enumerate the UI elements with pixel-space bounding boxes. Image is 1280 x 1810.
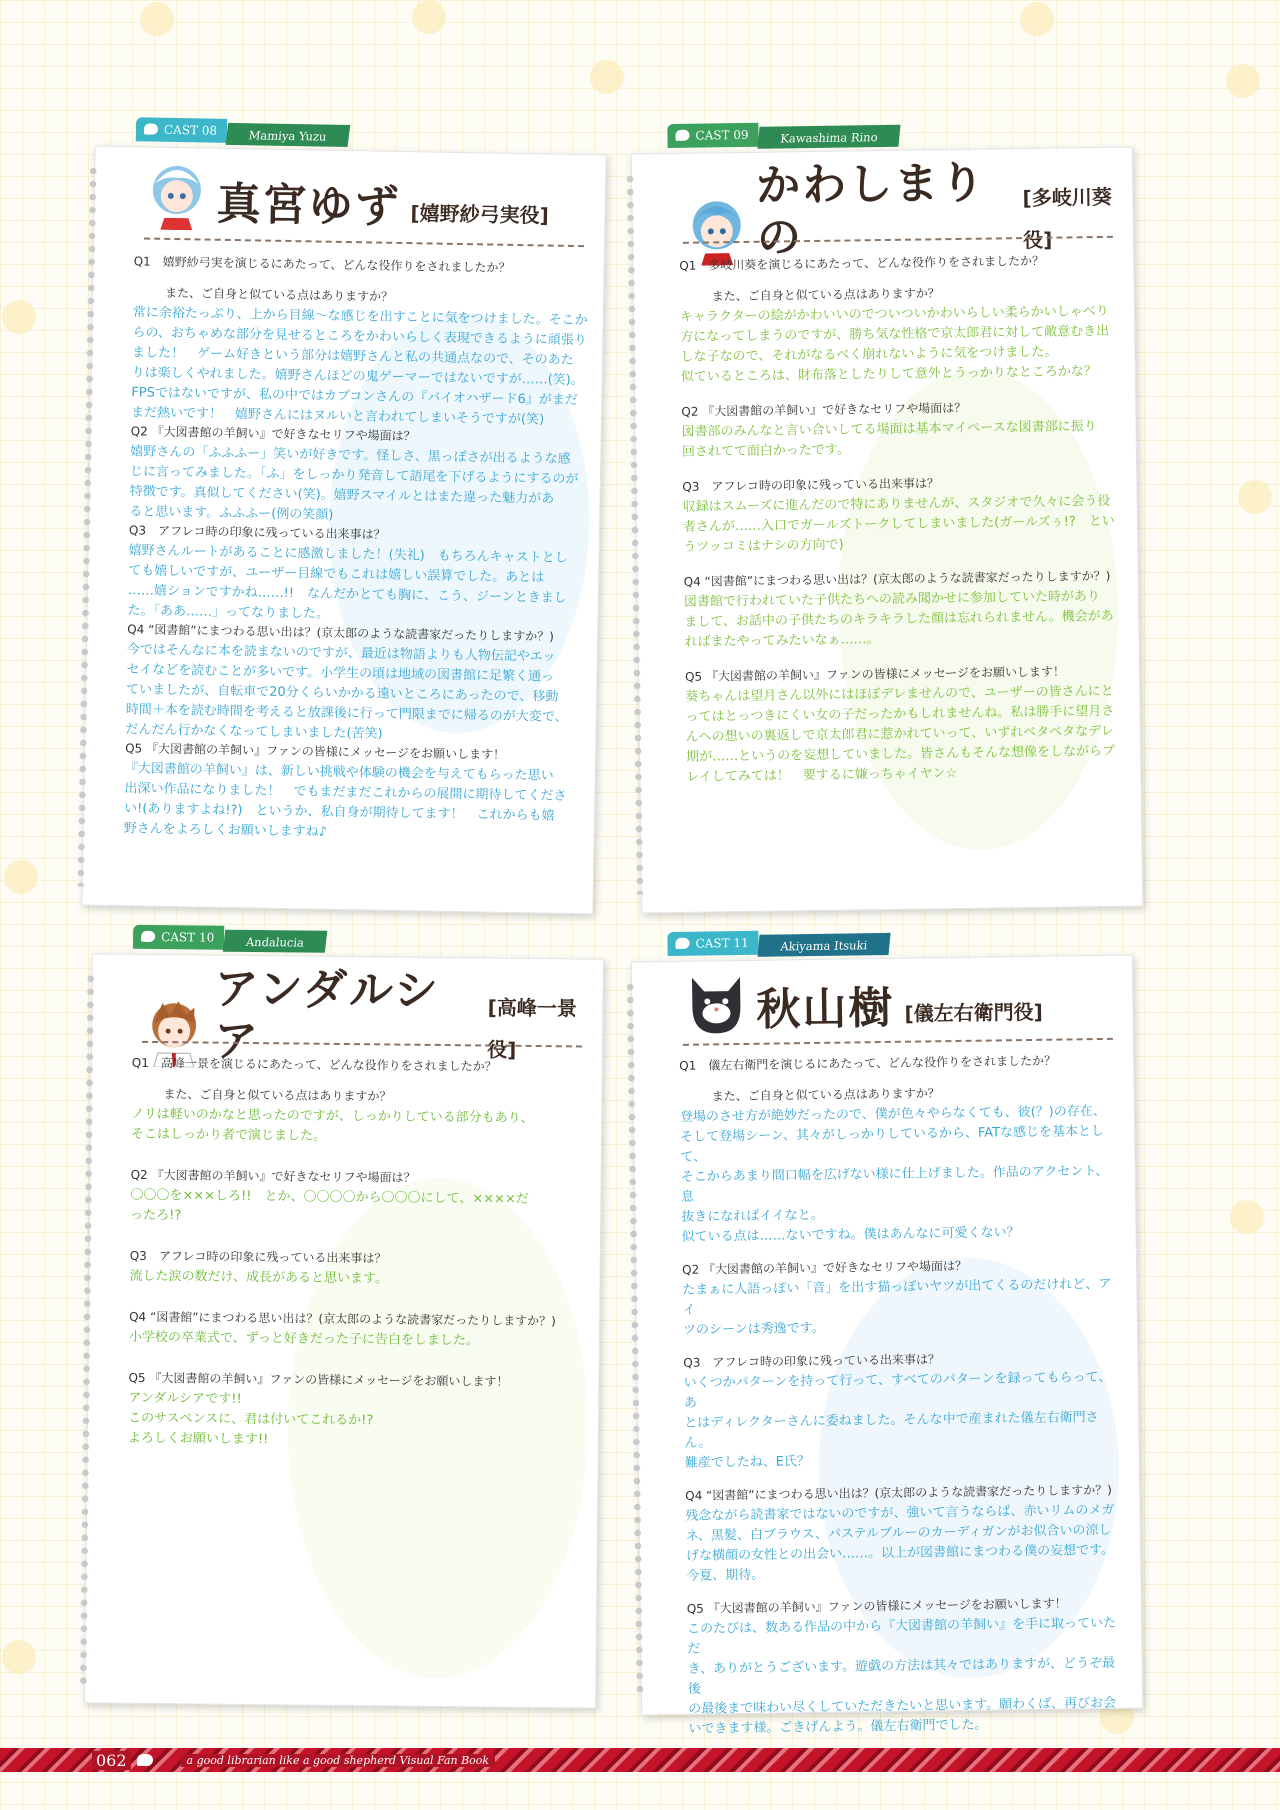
bg-dot <box>1226 64 1260 98</box>
qa-item <box>131 253 589 431</box>
question: Q5 『大図書館の羊飼い』ファンの皆様にメッセージをお願いします！ <box>125 741 506 762</box>
answer: 流した涙の数だけ、成長があると思います。 <box>129 1268 389 1287</box>
question-sub: また、ご自身と似ている点はありますか？ <box>711 1086 940 1104</box>
question-sub: また、ご自身と似ている点はありますか？ <box>164 285 394 304</box>
question: Q4 “図書館”にまつわる思い出は？(京太郎のような読書家だったりしますか？) <box>129 1309 556 1329</box>
qa-item <box>685 1482 1126 1587</box>
question-sub: また、ご自身と似ている点はありますか？ <box>163 1087 392 1104</box>
qa-list <box>124 253 589 847</box>
binder-rings <box>625 172 645 894</box>
question: Q3 アフレコ時の印象に残っている出来事は？ <box>128 523 386 542</box>
cast-role: [嬉野紗弓実役] <box>410 201 550 228</box>
answer: 残念ながら読書家ではないのですが、強いて言うならば、赤いリムのメガ ネ、黒髪、白ブラウス、パステルブルーのカーディガンがお似合いの涼し げな横顔の女性との出会い……。以上が図書館にまつわる僕の妄想です。 今夏、期待。 <box>685 1502 1115 1584</box>
cast-name: かわしまりの <box>755 157 987 264</box>
answer: 常に余裕たっぷり、上から目線〜な感じを出すことに気をつけました。そこか らの、おちゃめな部分を見せるところをかわいらしく表現できるように頑張り ました！ ゲーム好きという部分は嬉野さんと私の共通点なので、そのあた りは楽しくやれました。嬉野さんほどの鬼ゲーマーではないですが……(笑)。 FPSではないですが、私の中ではカプコンさんの『バイオハザード6』がまだ まだ熱いです！ 嬉野さんにはヌルいと言われてしまいそうですが(笑) <box>130 305 588 428</box>
answer: このたびは、数ある作品の中から『大図書館の羊飼い』を手に取っていただ き、ありがとうございます。遊戯の方法は其々ではありますが、どうぞ最後 の最後まで味わい尽くしていただきたいと思います。願わくば、再びお会 いできます様。ごきげんよう。儀左右衛門でした。 <box>686 1615 1117 1737</box>
cast-romaji: Kawashima Rino <box>758 125 901 149</box>
qa-item <box>679 252 1121 388</box>
card-header <box>684 963 1043 1038</box>
question-sub: また、ご自身と似ている点はありますか？ <box>711 286 940 304</box>
question: Q2 『大図書館の羊飼い』で好きなセリフや場面は？ <box>130 424 416 444</box>
question: Q5 『大図書館の羊飼い』ファンの皆様にメッセージをお願いします！ <box>128 1370 509 1389</box>
qa-item <box>683 1349 1125 1474</box>
qa-item <box>687 1595 1129 1740</box>
header-divider <box>683 1038 1113 1046</box>
question: Q4 “図書館”にまつわる思い出は？(京太郎のような読書家だったりしますか？) <box>685 1482 1112 1503</box>
cast-tab <box>136 117 349 145</box>
cast-tab <box>133 925 326 951</box>
card-header <box>144 159 549 236</box>
question: Q1 高峰一景を演じるにあたって、どんな役作りをされましたか？ <box>131 1055 497 1074</box>
qa-item <box>127 522 584 629</box>
cast-number: CAST 08 <box>163 122 218 138</box>
answer: 〇〇〇を×××しろ!! とか、〇〇〇〇から〇〇〇にして、××××だ ったろ!? <box>130 1187 529 1224</box>
cast-card-akiyama-itsuki <box>631 935 1143 1737</box>
qa-item <box>130 1167 586 1231</box>
card-header <box>684 156 1133 266</box>
speech-bubble-icon <box>141 931 155 942</box>
answer: 図書部のみんなと言い合いしてる場面は基本マイペースな図書部に振り 回されてて面白かったです。 <box>681 419 1097 460</box>
answer: キャラクターの絵がかわいいのでついついかわいらしい柔らかいしゃべり 方になってしまうのですが、勝ち気な性格で京太郎君に対して敵意むき出 しな子なので、それがなるべく崩れないように気をつけました。 似ているところは、財布落としたりして意外とうっかりなところかな？ <box>679 303 1110 385</box>
qa-item <box>681 398 1122 463</box>
cast-role: [多岐川葵役] <box>1022 184 1112 253</box>
qa-item <box>129 423 586 530</box>
black-cat-icon <box>684 967 749 1038</box>
qa-item <box>131 1055 587 1150</box>
cast-name: 真宮ゆず <box>216 178 402 233</box>
qa-item <box>684 568 1125 653</box>
cast-number: CAST 10 <box>161 930 215 945</box>
qa-item <box>679 1052 1122 1248</box>
answer: 登場のさせ方が絶妙だったので、僕が色々やらなくても、彼(？)の存在、 そして登場シーン、其々がしっかりしているから、FATな感じを基本として、 そこからあまり間口幅を広げない様に仕上げました。作品のアクセント、息 抜きになればイイなと。 似ている点は……ないですね。僕はあんなに可愛くない？ <box>679 1103 1109 1245</box>
bg-dot <box>1238 480 1272 514</box>
question: Q1 儀左右衛門を演じるにあたって、どんな役作りをされましたか？ <box>679 1053 1057 1073</box>
question: Q3 アフレコ時の印象に残っている出来事は？ <box>682 476 940 494</box>
bg-dot <box>1020 2 1054 36</box>
bg-dot <box>590 60 624 94</box>
bg-dot <box>2 300 36 334</box>
qa-item <box>129 1309 584 1353</box>
answer: 『大図書館の羊飼い』は、新しい挑戦や体験の機会を与えてもらった思い 出深い作品になりました！ でもまだまだこれからの展開に期待してくださ い!(ありますよね!?) というか、私自身が期待してます！ これからも嬉 野さんをよろしくお願いしますね♪ <box>123 761 567 840</box>
answer: いくつかパターンを持って行って、すべてのパターンを録ってもらって、あ とはディレクターさんに委ねました。そんな中で産まれた儀左右衛門さん。 難産でしたね、E氏？ <box>683 1369 1112 1471</box>
bg-dot <box>4 860 38 894</box>
question: Q5 『大図書館の羊飼い』ファンの皆様にメッセージをお願いします！ <box>686 1596 1067 1616</box>
cast-tab <box>667 929 889 956</box>
qa-item <box>682 1256 1123 1341</box>
question: Q1 多岐川葵を演じるにあたって、どんな役作りをされましたか？ <box>679 253 1045 273</box>
blue-haired-girl-icon <box>684 195 749 266</box>
answer: 収録はスムーズに進んだので特にありませんが、スタジオで久々に会う役 者さんが……入口でガールズトークしてしまいました(ガールズぅ!? とい うツッコミはナシの方向で) <box>682 493 1115 555</box>
answer: ノリは軽いのかなと思ったのですが、しっかりしている部分もあり、 そこはしっかり者で演じました。 <box>130 1106 534 1144</box>
cast-romaji: Akiyama Itsuki <box>758 933 891 957</box>
cast-name: アンダルシア <box>213 963 441 1068</box>
cast-romaji: Andalucia <box>223 930 328 953</box>
cast-card-mamiya-yuzu <box>81 122 606 915</box>
cast-card-kawashima-rino <box>631 127 1144 914</box>
answer: たまぁに人語っぽい「音」を出す猫っぽいヤツが出てくるのだけれど、アイ ツのシーンは秀逸です。 <box>682 1276 1112 1338</box>
binder-rings <box>76 164 99 886</box>
question: Q4 “図書館”にまつわる思い出は？(京太郎のような読書家だったりしますか？) <box>683 568 1111 589</box>
bg-dot <box>412 0 446 34</box>
question: Q5 『大図書館の羊飼い』ファンの皆様にメッセージをお願いします！ <box>684 664 1066 684</box>
answer: 嬉野さんルートがあることに感激しました！(失礼) もちろんキャストとし ても嬉しいですが、ユーザー目線でもこれは嬉しい誤算でした。あとは ……嬉ションですかね……!! なんだかとても胸に、こう、ジーンときまし た。「ああ……」ってなりました。 <box>127 543 568 622</box>
question: Q2 『大図書館の羊飼い』で好きなセリフや場面は？ <box>681 400 967 419</box>
bg-dot <box>1230 1200 1264 1234</box>
question: Q1 嬉野紗弓実を演じるにあたって、どんな役作りをされましたか？ <box>133 254 511 275</box>
qa-list <box>679 1052 1128 1740</box>
answer: 葵ちゃんは望月さん以外にはほぼデレませんので、ユーザーの皆さんにと ってはとっつきにくい女の子だったかもしれませんね。私は勝手に望月さ んへの想いの裏返しで京太郎君に惹かれていって、いずれベタベタなデレ 期が……というのを妄想していました。皆さんもそんな想像をしながらプ レイしてみては！ 要するに嫌っちゃイヤン☆ <box>685 683 1116 785</box>
qa-item <box>128 1370 584 1454</box>
answer: 今ではそんなに本を読まないのですが、最近は物語よりも人物伝記やエッ セイなどを読むことが多いです。小学生の頃は地域の図書館に足繁く通っ ていましたが、自転車で20分くらいかかる遠いところにあったので、移動 時間＋本を読む時間を考えると放課後に行って門限までに帰るのが大変で、 だんだん行かなくなってしまいました(苦笑) <box>125 642 568 742</box>
answer: アンダルシアです!! このサスペンスに、君は付いてこれるか!? よろしくお願いします!! <box>127 1390 374 1448</box>
binder-rings <box>625 980 645 1696</box>
question: Q4 “図書館”にまつわる思い出は？(京太郎のような読書家だったりしますか？) <box>127 622 554 644</box>
answer: 嬉野さんの「ふふふー」笑いが好きです。怪しさ、黒っぽさが出るような感 じに言ってみました。「ふ」をしっかり発音して語尾を下げるようにするのが 特徴です。真似してください(笑)。嬉野スマイルとはまた違った魅力があ ると思います。ふふふー(例の笑顔) <box>129 444 579 523</box>
qa-item <box>125 621 582 748</box>
cast-tab <box>667 121 900 148</box>
qa-list <box>679 252 1126 788</box>
speech-bubble-icon <box>675 938 689 949</box>
qa-list <box>128 1055 587 1454</box>
footer-tagline: a good librarian like a good shepherd Visual Fan Book <box>181 1754 496 1767</box>
bg-dot <box>140 2 174 36</box>
qa-item <box>124 740 581 847</box>
blue-haired-girl-icon <box>144 159 209 230</box>
answer: 小学校の卒業式で、ずっと好きだった子に告白をしました。 <box>128 1329 479 1349</box>
cast-role: [儀左右衛門役] <box>904 999 1043 1026</box>
cast-name: 秋山樹 <box>756 982 895 1036</box>
page-number: 062 <box>92 1751 131 1770</box>
speech-bubble-icon <box>144 123 158 134</box>
cast-number: CAST 11 <box>695 935 749 951</box>
answer: 図書館で行われていた子供たちへの読み聞かせに参加していた時があり まして、お話中の子供たちのキラキラした顔は忘れられません。機会があ ればまたやってみたいなぁ……。 <box>683 589 1114 650</box>
page-footer <box>0 1748 1280 1772</box>
bg-dot <box>2 1640 36 1674</box>
cast-romaji: Mamiya Yuzu <box>226 123 350 147</box>
cast-card-andalucia <box>84 930 604 1708</box>
speech-bubble-icon <box>137 1754 153 1766</box>
qa-item <box>682 473 1123 558</box>
cast-role: [高峰一景役] <box>487 995 577 1062</box>
question: Q3 アフレコ時の印象に残っている出来事は？ <box>683 1352 941 1370</box>
speech-bubble-icon <box>675 130 689 141</box>
question: Q2 『大図書館の羊飼い』で好きなセリフや場面は？ <box>681 1258 968 1277</box>
question: Q3 アフレコ時の印象に残っている出来事は？ <box>129 1248 387 1266</box>
cast-number: CAST 09 <box>695 127 749 143</box>
qa-item <box>129 1248 584 1292</box>
binder-rings <box>78 972 95 1684</box>
header-divider <box>144 237 584 247</box>
qa-item <box>685 663 1127 788</box>
question: Q2 『大図書館の羊飼い』で好きなセリフや場面は？ <box>130 1167 416 1185</box>
